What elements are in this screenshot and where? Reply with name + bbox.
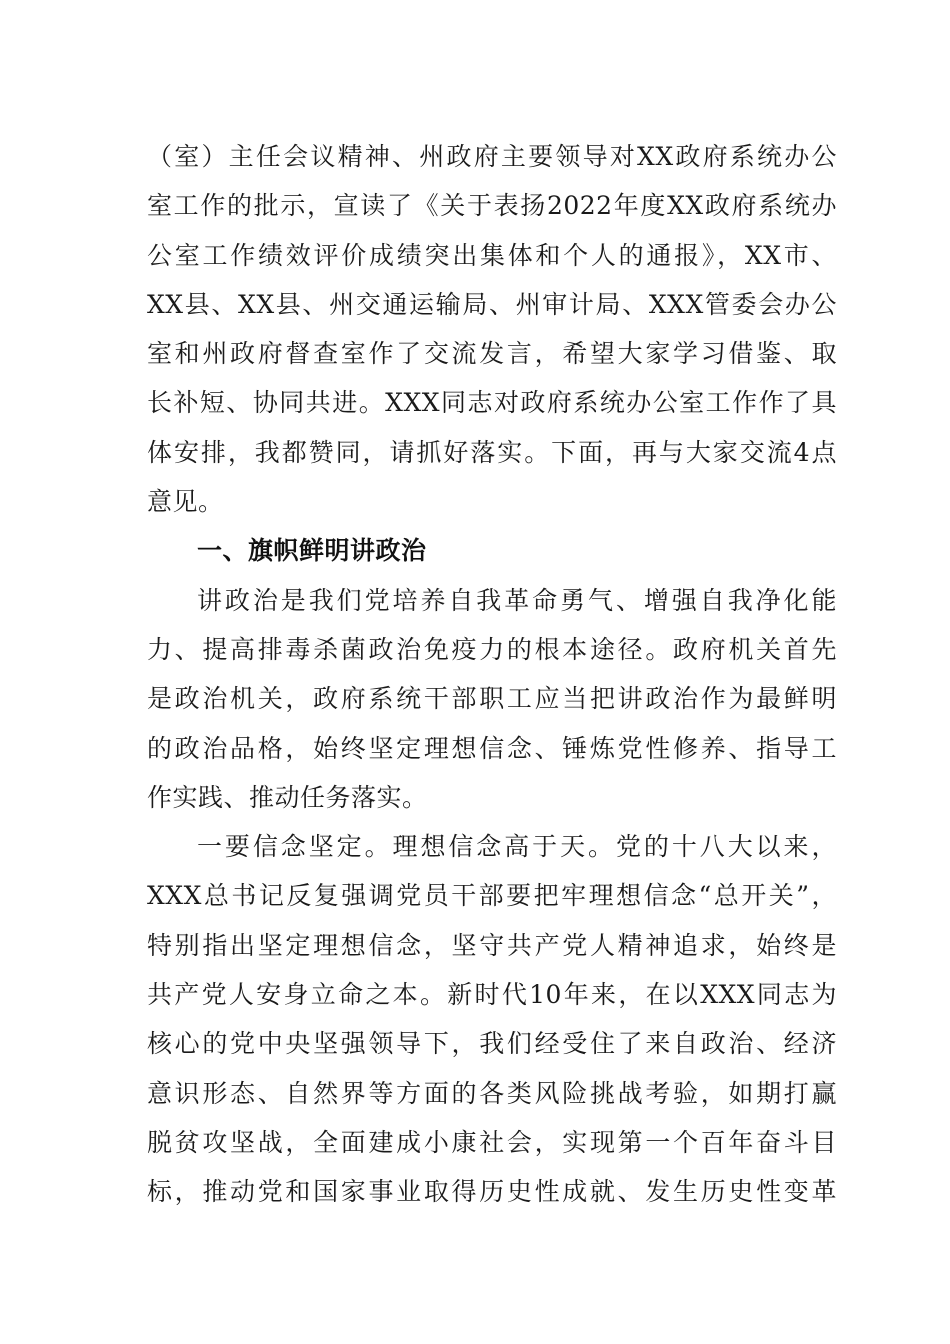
document-body	[147, 132, 837, 1217]
paragraph-line: 讲政治是我们党培养自我革命勇气、增强自我净化能	[197, 585, 837, 615]
paragraph-line: 力、提高排毒杀菌政治免疫力的根本途径。政府机关首先	[147, 634, 837, 664]
paragraph-line: 特别指出坚定理想信念，坚守共产党人精神追求，始终是	[147, 930, 837, 960]
paragraph-line: 室工作的批示，宣读了《关于表扬2022年度XX政府系统办	[147, 191, 837, 221]
paragraph-line: 体安排，我都赞同，请抓好落实。下面，再与大家交流4点	[147, 437, 837, 467]
paragraph-line: 是政治机关，政府系统干部职工应当把讲政治作为最鲜明	[147, 684, 837, 714]
paragraph-line: 作实践、推动任务落实。	[147, 782, 428, 812]
paragraph-line: 意识形态、自然界等方面的各类风险挑战考验，如期打赢	[147, 1078, 837, 1108]
paragraph-line: XX县、XX县、州交通运输局、州审计局、XXX管委会办公	[147, 289, 837, 319]
paragraph-line: （室）主任会议精神、州政府主要领导对XX政府系统办公	[147, 142, 837, 171]
paragraph-line: 的政治品格，始终坚定理想信念、锤炼党性修养、指导工	[147, 733, 837, 763]
paragraph-line: 标，推动党和国家事业取得历史性成就、发生历史性变革	[147, 1177, 837, 1207]
paragraph-line: 公室工作绩效评价成绩突出集体和个人的通报》，XX市、	[147, 240, 837, 270]
section-heading: 一、旗帜鲜明讲政治	[197, 536, 427, 566]
paragraph-line: 共产党人安身立命之本。新时代10年来，在以XXX同志为	[147, 980, 837, 1010]
paragraph-line: 一要信念坚定。理想信念高于天。党的十八大以来，	[197, 832, 837, 862]
paragraph-line: XXX总书记反复强调党员干部要把牢理想信念“总开关”，	[147, 881, 837, 911]
paragraph-line: 意见。	[147, 487, 224, 517]
paragraph-line: 脱贫攻坚战，全面建成小康社会，实现第一个百年奋斗目	[147, 1127, 837, 1157]
paragraph-line: 长补短、协同共进。XXX同志对政府系统办公室工作作了具	[147, 388, 837, 418]
paragraph-line: 核心的党中央坚强领导下，我们经受住了来自政治、经济	[147, 1029, 837, 1059]
paragraph-line: 室和州政府督查室作了交流发言，希望大家学习借鉴、取	[147, 339, 837, 369]
